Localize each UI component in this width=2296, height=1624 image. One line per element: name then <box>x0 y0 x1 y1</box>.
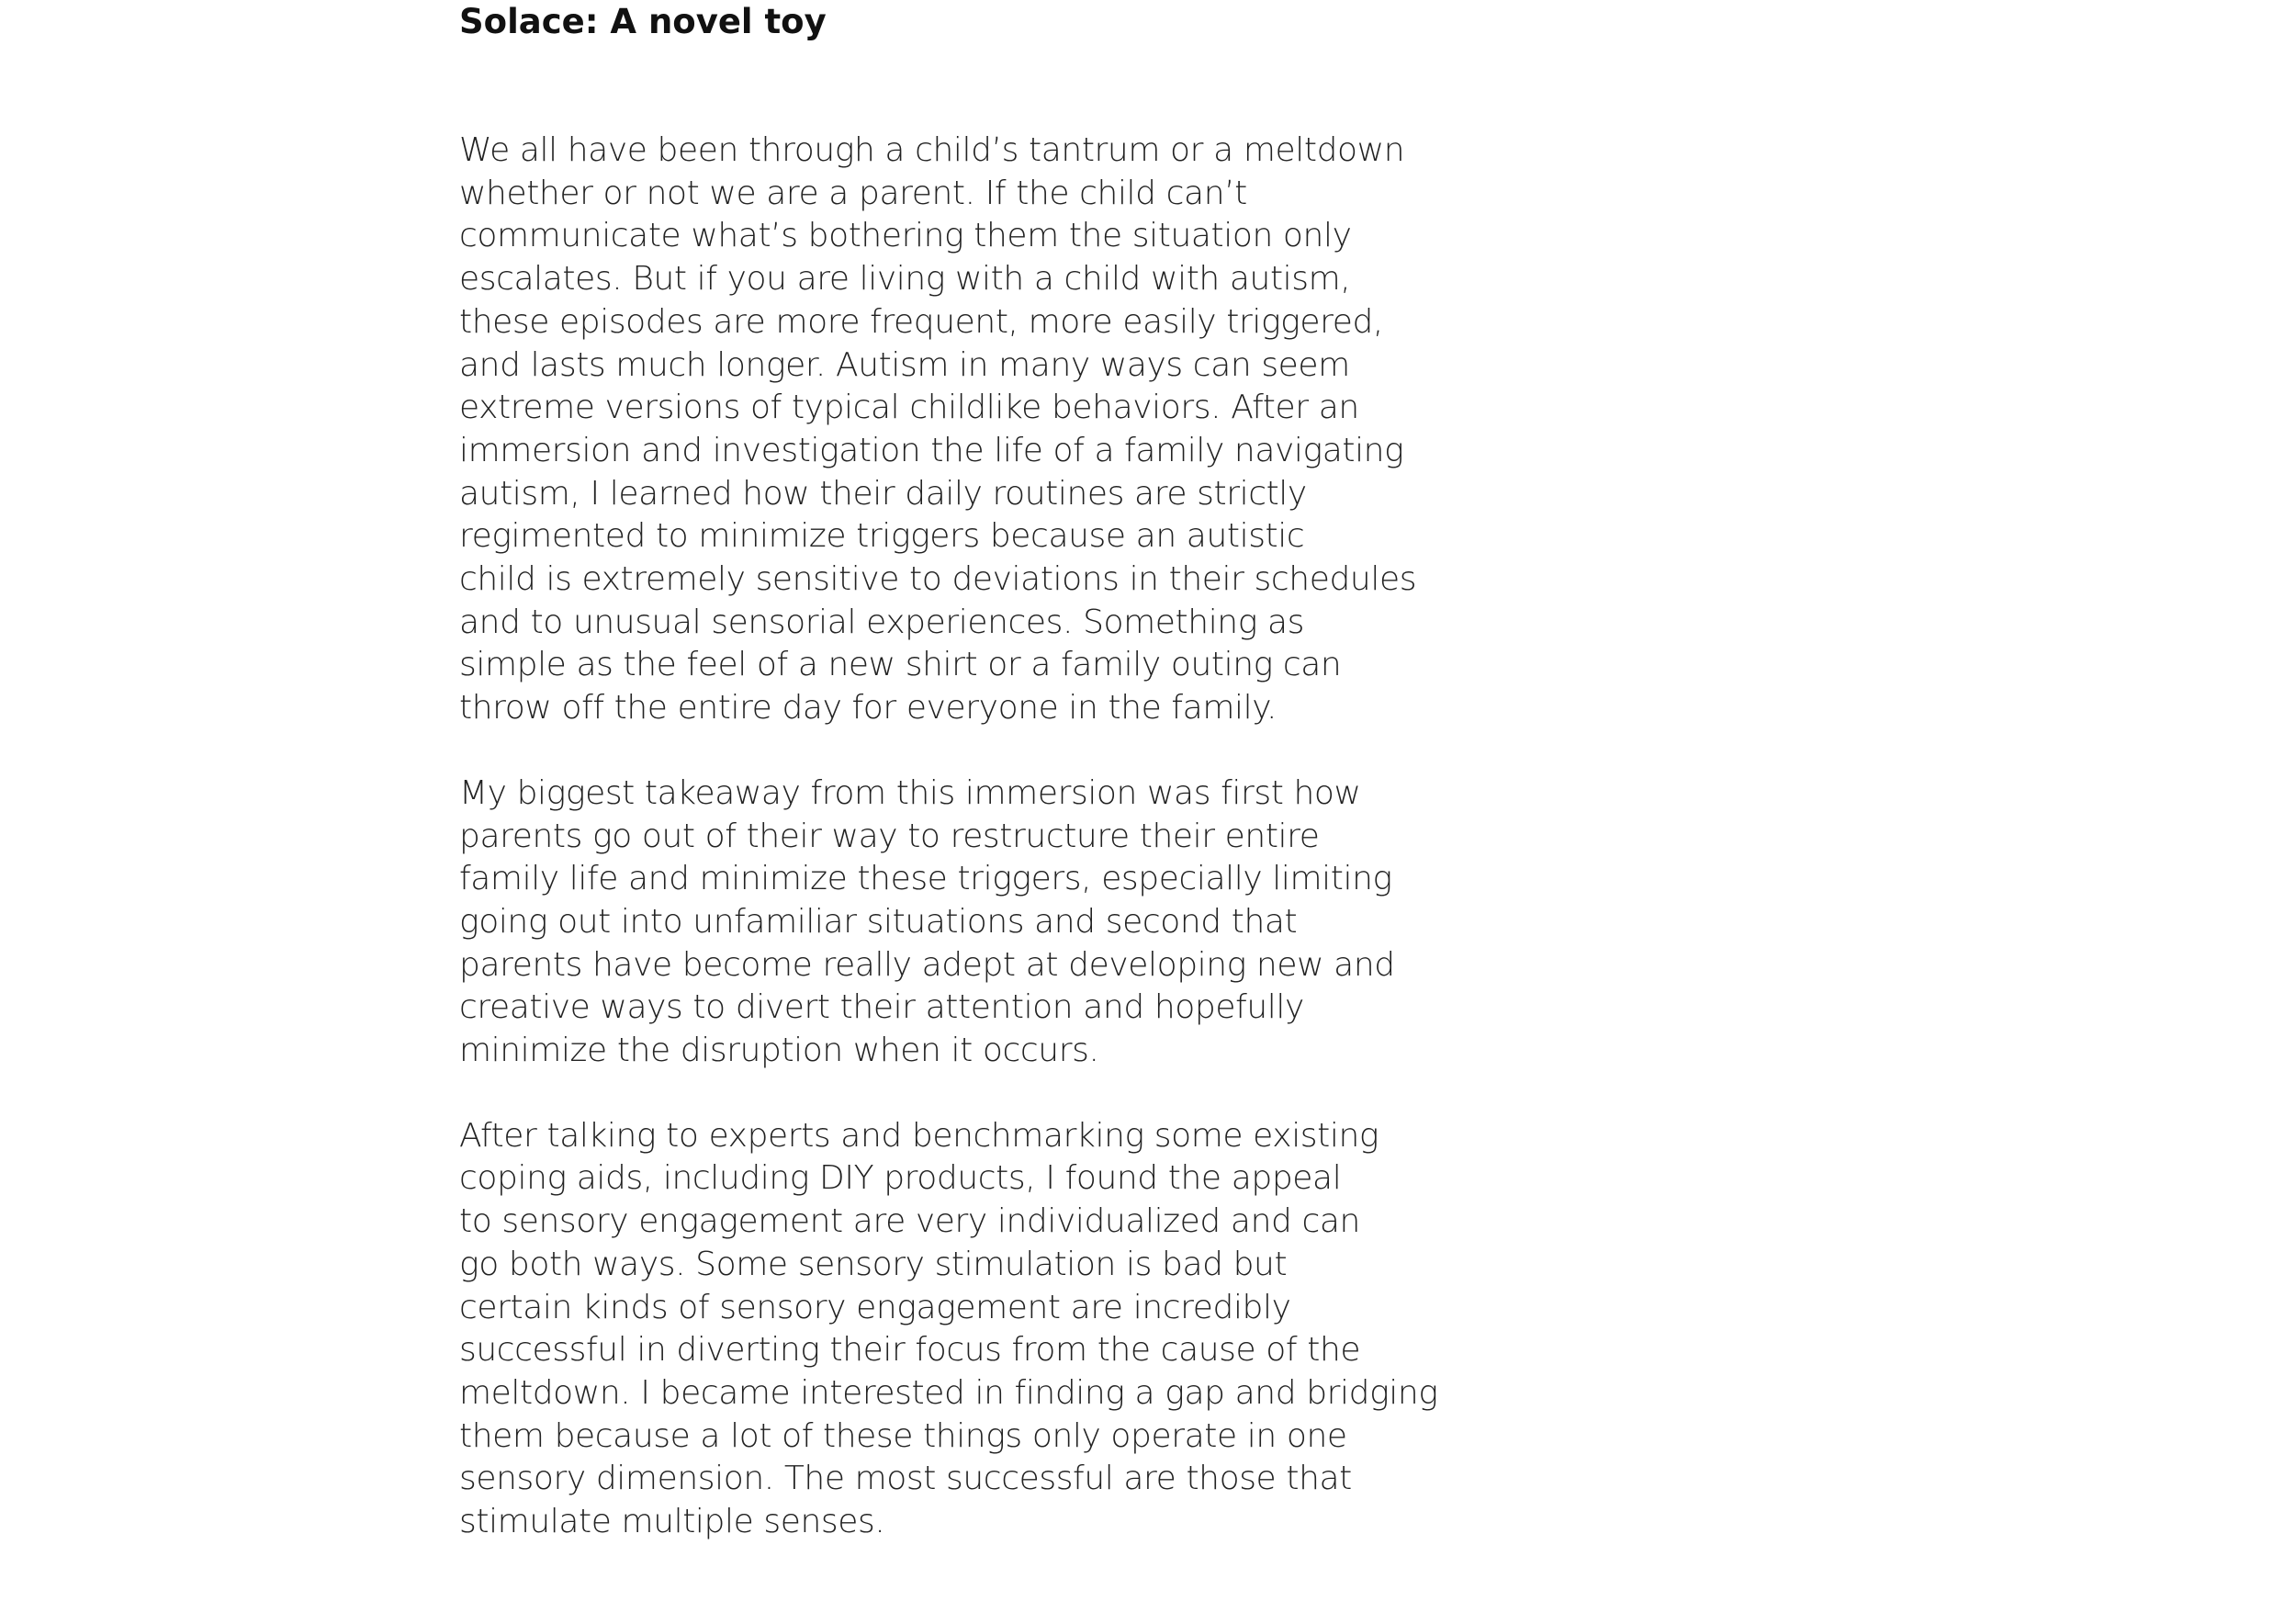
text-line: stimulate multiple senses. <box>459 1503 885 1541</box>
text-line: coping aids, including DIY products, I found the appeal <box>459 1159 1342 1198</box>
text-line: sensory dimension. The most successful are those that <box>459 1460 1352 1498</box>
text-line: them because a lot of these things only operate in one <box>459 1416 1347 1455</box>
text-line: child is extremely sensitive to deviations in their schedules <box>459 560 1417 599</box>
text-line: family life and minimize these triggers, especially limiting <box>459 860 1392 898</box>
text-line: go both ways. Some sensory stimulation is bad but <box>459 1245 1288 1283</box>
text-line: autism, I learned how their daily routines are strictly <box>459 474 1307 513</box>
paragraph-3 <box>459 1115 1469 1544</box>
article <box>459 0 1469 1586</box>
text-line: We all have been through a child’s tantrum or a meltdown <box>459 131 1405 169</box>
text-line: communicate what’s bothering them the situation only <box>459 217 1352 255</box>
text-line: parents go out of their way to restructure their entire <box>459 817 1320 855</box>
text-line: extreme versions of typical childlike behaviors. After an <box>459 389 1359 427</box>
page-title: Solace: A novel toy <box>459 2 827 41</box>
text-line: and lasts much longer. Autism in many ways can seem <box>459 345 1350 384</box>
text-line: escalates. But if you are living with a child with autism, <box>459 260 1351 299</box>
text-line: going out into unfamiliar situations and second that <box>459 902 1298 941</box>
text-line: successful in diverting their focus from the cause of the <box>459 1331 1361 1370</box>
paragraph-2 <box>459 773 1469 1073</box>
text-line: My biggest takeaway from this immersion was first how <box>459 773 1361 812</box>
text-line: creative ways to divert their attention and hopefully <box>459 988 1304 1027</box>
text-line: simple as the feel of a new shirt or a family outing can <box>459 646 1342 684</box>
paragraph-1 <box>459 130 1469 730</box>
text-line: immersion and investigation the life of a family navigating <box>459 431 1404 469</box>
text-line: minimize the disruption when it occurs. <box>459 1032 1099 1070</box>
text-line: to sensory engagement are very individualized and can <box>459 1202 1360 1241</box>
article-body <box>459 130 1469 1544</box>
text-line: parents have become really adept at developing new and <box>459 945 1395 984</box>
text-line: After talking to experts and benchmarking some existing <box>459 1116 1379 1155</box>
text-line: and to unusual sensorial experiences. Something as <box>459 603 1304 641</box>
text-line: regimented to minimize triggers because an autistic <box>459 517 1305 556</box>
text-line: meltdown. I became interested in finding a gap and bridging <box>459 1373 1438 1412</box>
text-line: these episodes are more frequent, more easily triggered, <box>459 302 1383 341</box>
text-line: whether or not we are a parent. If the child can’t <box>459 174 1247 212</box>
text-line: throw off the entire day for everyone in the family. <box>459 689 1277 727</box>
text-line: certain kinds of sensory engagement are incredibly <box>459 1288 1291 1326</box>
